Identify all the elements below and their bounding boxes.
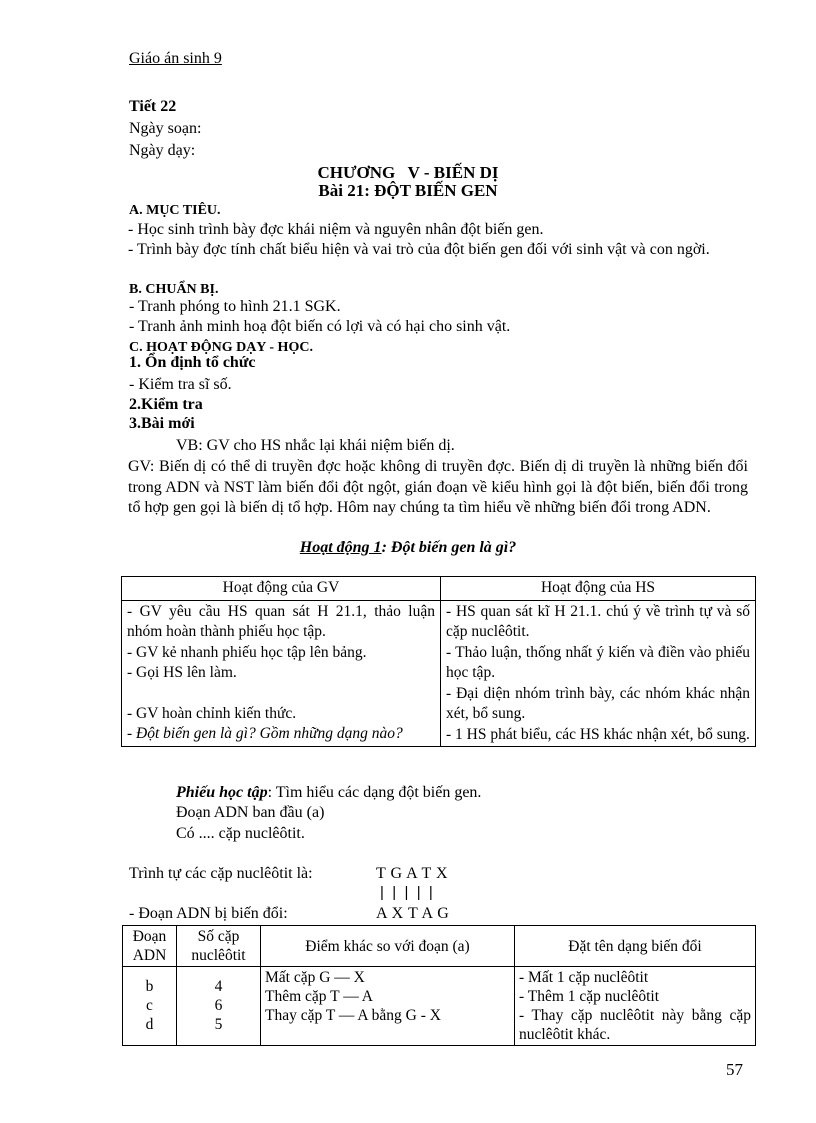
activity-1-heading bbox=[0, 539, 816, 557]
gv-activity: - GV kẻ nhanh phiếu học tập lên bảng. bbox=[127, 643, 367, 661]
base-pair-bonds: | | | | | bbox=[380, 884, 433, 901]
mutation-table-header bbox=[123, 926, 756, 967]
name-value: - Thay cặp nuclêôtit này bằng cặp nuclêôtit khác. bbox=[519, 1007, 751, 1043]
count-value: 6 bbox=[214, 997, 223, 1014]
sequence-label: Trình tự các cặp nuclêôtit là: bbox=[129, 865, 313, 882]
gv-activities bbox=[122, 600, 441, 747]
mutation-table-row bbox=[123, 967, 756, 1046]
step-1: 1. Ổn định tổ chức bbox=[129, 354, 256, 371]
mutation-table bbox=[122, 925, 756, 1046]
segment-value: c bbox=[146, 997, 153, 1014]
step-2: 2.Kiểm tra bbox=[129, 396, 203, 413]
segment-header: Đoạn ADN bbox=[123, 926, 177, 967]
hs-activity: - Đại diện nhóm trình bày, các nhóm khác nhận xét, bổ sung. bbox=[446, 684, 750, 722]
modified-label: - Đoạn ADN bị biến đổi: bbox=[129, 905, 288, 922]
lesson-title: Bài 21: ĐỘT BIẾN GEN bbox=[318, 181, 498, 200]
top-strand: T G A T X bbox=[376, 865, 449, 882]
gv-activity: - GV hoàn chỉnh kiến thức. bbox=[127, 704, 297, 722]
chapter-title: CHƯƠNG V - BIẾN DỊ bbox=[317, 163, 499, 182]
name-value: - Mất 1 cặp nuclêôtit bbox=[519, 969, 649, 986]
name-cell bbox=[515, 967, 756, 1046]
page-number: 57 bbox=[726, 1060, 743, 1079]
gv-column-header: Hoạt động của GV bbox=[122, 577, 441, 601]
segment-value: d bbox=[145, 1016, 154, 1033]
intro-vb: VB: GV cho HS nhắc lại khái niệm biến dị. bbox=[176, 437, 455, 454]
difference-header: Điểm khác so với đoạn (a) bbox=[261, 926, 515, 967]
activity-table-header bbox=[122, 577, 756, 601]
gv-question: - Đột biến gen là gì? Gồm những dạng nào? bbox=[127, 725, 403, 742]
hs-column-header: Hoạt động của HS bbox=[441, 577, 756, 601]
section-c-heading: C. HOẠT ĐỘNG DẠY - HỌC. bbox=[129, 340, 313, 355]
difference-value: Mất cặp G — X bbox=[265, 969, 365, 986]
page-header: Giáo án sinh 9 bbox=[129, 50, 222, 67]
section-b-heading: B. CHUẨN BỊ. bbox=[129, 282, 219, 297]
count-value: 4 bbox=[214, 978, 223, 995]
intro-gv: GV: Biến dị có thể di truyền đợc hoặc không di truyền đợc. Biến dị di truyền là những biến đổi trong ADN và NST làm biến đổi đột ngột, gián đoạn về kiểu hình gọi là đột biến, biến đổi trong tổ hợp gen gọi là biến dị tổ hợp. Hôm nay chúng ta tìm hiểu về những biến đổi trong ADN. bbox=[128, 458, 748, 516]
step-1-line: - Kiểm tra sĩ số. bbox=[129, 376, 232, 393]
section-a-heading: A. MỤC TIÊU. bbox=[129, 203, 221, 218]
name-header: Đặt tên dạng biến đổi bbox=[515, 926, 756, 967]
count-cell bbox=[177, 967, 261, 1046]
name-value: - Thêm 1 cặp nuclêôtit bbox=[519, 988, 660, 1005]
section-a-line-2: - Trình bày đợc tính chất biểu hiện và vai trò của đột biến gen đối với sinh vật và con ngời. bbox=[128, 241, 710, 258]
activity-table-row bbox=[122, 600, 756, 747]
difference-value: Thay cặp T — A bằng G - X bbox=[265, 1007, 441, 1024]
hs-activities bbox=[441, 600, 756, 747]
hs-activity: - 1 HS phát biểu, các HS khác nhận xét, bổ sung. bbox=[446, 725, 750, 743]
section-b-line-1: - Tranh phóng to hình 21.1 SGK. bbox=[129, 298, 341, 315]
hs-activity: - HS quan sát kĩ H 21.1. chú ý về trình tự và số cặp nuclêôtit. bbox=[446, 602, 750, 640]
hs-activity: - Thảo luận, thống nhất ý kiến và điền vào phiếu học tập. bbox=[446, 643, 750, 681]
count-value: 5 bbox=[214, 1016, 223, 1033]
difference-value: Thêm cặp T — A bbox=[265, 988, 373, 1005]
segment-cell bbox=[123, 967, 177, 1046]
step-3: 3.Bài mới bbox=[129, 415, 195, 432]
segment-value: b bbox=[145, 978, 154, 995]
activity-1-title: : Đột biến gen là gì? bbox=[381, 539, 517, 556]
worksheet-title: : Tìm hiểu các dạng đột biến gen. bbox=[267, 784, 482, 801]
gv-activity: - Gọi HS lên làm. bbox=[127, 664, 237, 681]
gv-activity: - GV yêu cầu HS quan sát H 21.1, thảo luận nhóm hoàn thành phiếu học tập. bbox=[127, 602, 435, 640]
prep-date: Ngày soạn: bbox=[129, 120, 202, 137]
lesson-period: Tiết 22 bbox=[129, 98, 177, 115]
activity-1-label: Hoạt động 1 bbox=[299, 539, 382, 556]
difference-cell bbox=[261, 967, 515, 1046]
worksheet-heading bbox=[176, 784, 481, 802]
count-header: Số cặp nuclêôtit bbox=[177, 926, 261, 967]
worksheet-line-2: Có .... cặp nuclêôtit. bbox=[176, 825, 305, 842]
teach-date: Ngày dạy: bbox=[129, 142, 196, 159]
activity-table bbox=[121, 576, 756, 747]
section-a-line-1: - Học sinh trình bày đợc khái niệm và nguyên nhân đột biến gen. bbox=[128, 221, 544, 238]
worksheet-line-1: Đoạn ADN ban đầu (a) bbox=[176, 804, 325, 821]
section-b-line-2: - Tranh ảnh minh hoạ đột biến có lợi và có hại cho sinh vật. bbox=[129, 318, 511, 335]
bottom-strand: A X T A G bbox=[376, 905, 450, 922]
worksheet-label: Phiếu học tập bbox=[176, 784, 268, 801]
